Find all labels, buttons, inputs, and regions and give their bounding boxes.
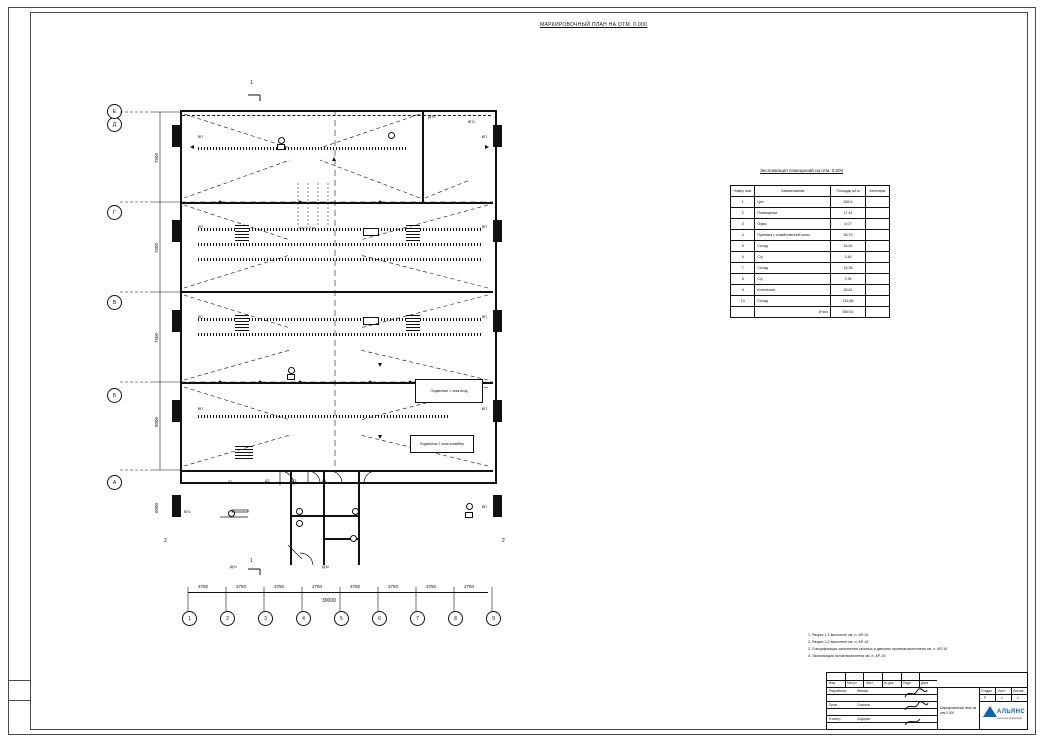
note-2: 2. Разрез 2-2 выполнен см. л. АР-16 (808, 640, 869, 644)
stamp-val-stage: Р (984, 696, 987, 700)
cell-category (865, 285, 889, 296)
dim-bottom-2: 3750 (236, 584, 247, 589)
signature-3 (903, 715, 929, 727)
pilaster-r4 (493, 400, 502, 422)
cell-area: 4,07 (831, 219, 866, 230)
door-tag-3: Д3 (292, 479, 297, 483)
annot-5: ВП (482, 135, 487, 139)
flow-arrow-5 (485, 145, 489, 149)
table-row (731, 252, 890, 263)
signature-1 (903, 687, 929, 699)
annot-4: ВП (198, 407, 203, 411)
level-note: +Ц=3.2 м (298, 225, 316, 230)
fixture-icon-1 (278, 137, 285, 144)
cell-name: Склад (755, 263, 831, 274)
table-row (731, 208, 890, 219)
company-logo-icon (983, 706, 997, 717)
note-1: 1. Разрез 1-1 выполнен см. л. АР-15 (808, 633, 869, 637)
cell-number: 4 (731, 230, 755, 241)
axis-circle-1[interactable]: 1 (182, 611, 197, 626)
rev-header-1: Изм. (829, 681, 836, 685)
axis-circle-2[interactable]: 2 (220, 611, 235, 626)
signature-2 (903, 701, 929, 713)
cell-name: С/у (755, 252, 831, 263)
explication-table (730, 185, 890, 318)
pilaster-r3 (493, 310, 502, 332)
section-mark-2-left: 2 (164, 538, 167, 544)
level-leader (292, 183, 352, 228)
dim-ticks-left (120, 110, 190, 500)
dim-left-5: 6000 (154, 502, 159, 513)
rev-header-5: Подп. (903, 681, 912, 685)
cell-area: 17,41 (831, 208, 866, 219)
fixture-icon-4 (288, 367, 295, 374)
stamp-col-stage: Стадия (981, 689, 992, 693)
section-mark-1-top-leader (246, 87, 266, 103)
cell-category (865, 241, 889, 252)
stamp-val-sheets: 1 (1017, 696, 1019, 700)
explication-title: Экспликация помещений на отм. 0.000 (760, 168, 844, 173)
room-callout-2: Подвесные 2 этаж конвейер (410, 435, 474, 453)
dim-bottom-6: 3750 (388, 584, 399, 589)
cell-name: Офис (755, 219, 831, 230)
annot-10: ВП1 (468, 120, 475, 124)
section-mark-1-bottom-leader (246, 565, 266, 581)
annot-6: ВП (482, 225, 487, 229)
annot-11: ВП1 (184, 510, 191, 514)
flow-arrow-3 (378, 435, 382, 439)
fixture-icon-5 (287, 374, 295, 380)
annot-7: ВП (482, 315, 487, 319)
cell-area: 28,61 (831, 285, 866, 296)
cell-area: 3,46 (831, 252, 866, 263)
cell-category (865, 208, 889, 219)
role-name-2: Соколов (857, 703, 870, 707)
cell-number: 3 (731, 219, 755, 230)
table-total-row (731, 307, 890, 318)
col-category: Категория (865, 186, 889, 197)
table-row (731, 274, 890, 285)
door-tag-1: Д1 (228, 480, 233, 484)
axis-circle-9[interactable]: 9 (486, 611, 501, 626)
floor-plan (110, 80, 600, 640)
cell-name: Склад (755, 296, 831, 307)
cell-number: 5 (731, 241, 755, 252)
door-tag-6: ДН2 (322, 565, 330, 569)
cell-number: 6 (731, 252, 755, 263)
stamp-line-h7 (979, 701, 1027, 702)
role-1: Разработал (829, 689, 847, 693)
col-number: Номер пом. (731, 186, 755, 197)
dim-bottom-3: 3750 (274, 584, 285, 589)
annot-9: ВП (482, 505, 487, 509)
cell-number: 1 (731, 197, 755, 208)
cell-area: 505,6 (831, 197, 866, 208)
cell-number: 2 (731, 208, 755, 219)
role-3: Н.контр. (829, 717, 842, 721)
stamp-val-sheet: 1 (1001, 696, 1003, 700)
title-block (826, 672, 1028, 730)
cell-area: 2,96 (831, 274, 866, 285)
axis-circle-b[interactable]: Б (107, 388, 122, 403)
dim-bottom-7: 3750 (426, 584, 437, 589)
cell-number: 9 (731, 285, 755, 296)
cell-category (865, 274, 889, 285)
door-tag-7: ДН3 (428, 115, 436, 119)
cell-name: Склад (755, 241, 831, 252)
table-row (731, 219, 890, 230)
dim-bottom-1: 3750 (198, 584, 209, 589)
stamp-line-v1 (937, 687, 938, 729)
axis-circle-5[interactable]: 5 (334, 611, 349, 626)
dim-bottom-8: 3750 (464, 584, 475, 589)
stamp-line-v4 (1011, 687, 1012, 701)
cell-number: 8 (731, 274, 755, 285)
cell-total-value: 589,51 (831, 307, 866, 318)
cell-number: 10 (731, 296, 755, 307)
cell-category (865, 197, 889, 208)
role-name-3: Сидоров (857, 717, 870, 721)
stamp-col-sheet: Лист (998, 689, 1005, 693)
cell-number: 7 (731, 263, 755, 274)
section-mark-1-top: 1 (250, 80, 253, 86)
table-header-row (731, 186, 890, 197)
cell-empty-2 (865, 307, 889, 318)
cell-category (865, 296, 889, 307)
cell-empty (731, 307, 755, 318)
annot-8: ВП (482, 407, 487, 411)
col-name: Наименование (755, 186, 831, 197)
cell-name: Приемка с хозяйственной зоны (755, 230, 831, 241)
axis-circle-v[interactable]: В (107, 295, 122, 310)
door-tag-2: Д2 (265, 479, 270, 483)
note-3: 3. Спецификация заполнения оконных и дверных проемов выполнена см. л. АР-15 (808, 647, 948, 651)
cell-area: 38,79 (831, 230, 866, 241)
axis-circle-e[interactable]: Е (107, 104, 122, 119)
annot-1: ВП (198, 135, 203, 139)
cell-name: С/у (755, 274, 831, 285)
roof-diagonals (180, 110, 493, 480)
cell-area: 115,66 (831, 296, 866, 307)
rev-header-2: Кол.уч (847, 681, 857, 685)
stamp-line-v3 (995, 687, 996, 701)
table-row (731, 241, 890, 252)
stamp-line-h8 (979, 694, 1027, 695)
cell-category (865, 252, 889, 263)
dim-bottom-4: 3750 (312, 584, 323, 589)
col-area: Площадь м2 м (831, 186, 866, 197)
fixture-icon-2 (277, 144, 285, 150)
cell-category (865, 263, 889, 274)
fixture-icon-3 (388, 132, 395, 139)
section-mark-1-bottom: 1 (250, 558, 253, 564)
sheet-left-strip (8, 680, 30, 734)
dim-ticks-bottom (180, 587, 500, 617)
dim-left-1: 7500 (154, 152, 159, 163)
cell-area: 16,54 (831, 241, 866, 252)
cell-category (865, 219, 889, 230)
page-title: МАРКИРОВОЧНЫЙ ПЛАН НА ОТМ. 0.000 (540, 22, 648, 28)
role-2: Пров. (829, 703, 838, 707)
dim-bottom-5: 3750 (350, 584, 361, 589)
door-tag-4: Д4 (322, 479, 327, 483)
general-notes (808, 632, 947, 660)
pilaster-r5 (493, 495, 502, 517)
table-row (731, 263, 890, 274)
company-subtitle: проектная организация (997, 718, 1022, 720)
annot-3: ВП (198, 315, 203, 319)
stamp-col-sheets: Листов (1013, 689, 1024, 693)
document-title: Маркировочный план на отм 0.000 (940, 706, 977, 715)
flow-arrow-4 (190, 145, 194, 149)
door-tag-5: ДН1 (230, 565, 238, 569)
room-callout-1: Подвесные 1 этаж вход (415, 379, 483, 403)
table-row (731, 230, 890, 241)
axis-circle-8[interactable]: 8 (448, 611, 463, 626)
rev-header-6: Дата (921, 681, 929, 685)
dim-left-3: 7500 (154, 332, 159, 343)
role-name-1: Иванов (857, 689, 868, 693)
cell-name: Котельная (755, 285, 831, 296)
flow-arrow-2 (378, 363, 382, 367)
rev-header-4: № док (884, 681, 894, 685)
company-name: АЛЬЯНС (997, 709, 1026, 715)
cell-category (865, 230, 889, 241)
section-mark-2-right: 2 (502, 538, 505, 544)
table-row (731, 296, 890, 307)
table-row (731, 285, 890, 296)
rev-header-3: Лист (866, 681, 873, 685)
axis-circle-3[interactable]: 3 (258, 611, 273, 626)
axis-circle-a[interactable]: А (107, 475, 122, 490)
table-row (731, 197, 890, 208)
cell-area: 16,38 (831, 263, 866, 274)
axis-circle-d[interactable]: Д (107, 117, 122, 132)
dim-bottom-total: 30000 (322, 598, 336, 604)
note-4: 4. Экспликация полов выполнена см. л. АР-15 (808, 654, 886, 658)
dim-left-2: 7500 (154, 242, 159, 253)
dim-left-4: 6000 (154, 416, 159, 427)
annot-2: ВП (198, 225, 203, 229)
axis-circle-6[interactable]: 6 (372, 611, 387, 626)
cell-name: Цех (755, 197, 831, 208)
axis-circle-g[interactable]: Г (107, 205, 122, 220)
pilaster-r1 (493, 125, 502, 147)
sheet-left-strip-divider (8, 700, 30, 701)
axis-circle-4[interactable]: 4 (296, 611, 311, 626)
axis-circle-7[interactable]: 7 (410, 611, 425, 626)
cell-name: Помещение (755, 208, 831, 219)
pilaster-r2 (493, 220, 502, 242)
door-swings (180, 455, 493, 565)
flow-arrow-1 (332, 157, 336, 161)
cell-total-label: Итого (755, 307, 831, 318)
